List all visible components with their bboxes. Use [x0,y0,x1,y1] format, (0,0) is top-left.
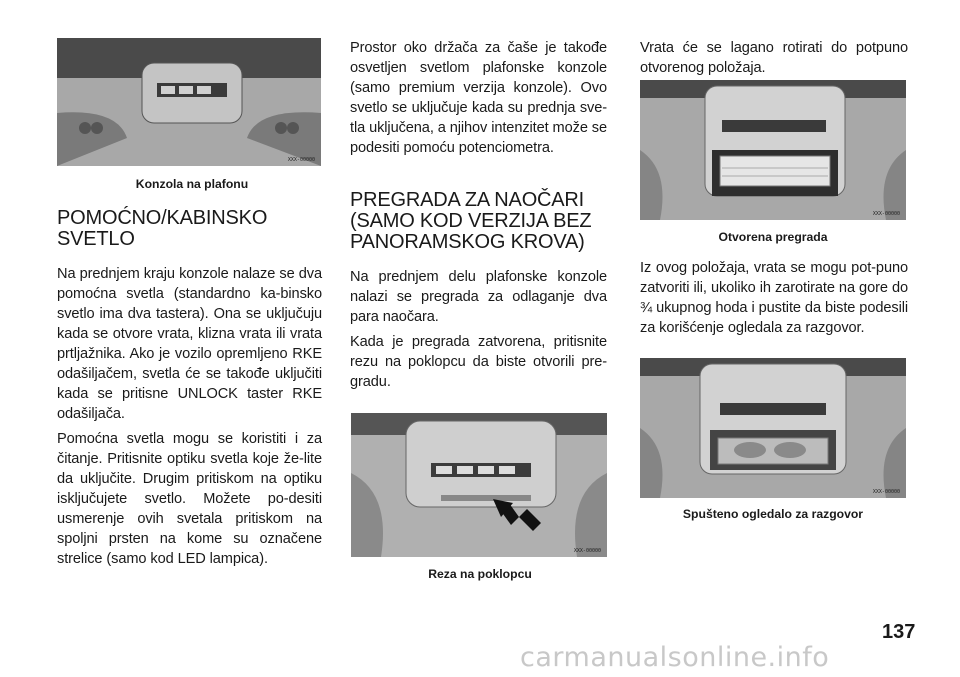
cover-slot-caption: Reza na poklopcu [428,567,532,581]
mirror-photo [640,358,906,498]
watermark: carmanualsonline.info [520,642,830,673]
page-number: 137 [882,621,916,643]
console-illustration [57,38,321,166]
cupholder-paragraph: Prostor oko držača za čaše je takođe osvetljen svetlom plafonske konzole (samo premium verzija konzole). Ovo svetlo se uključuje kada su prednja sve-tla uključena, a njihov intenzitet može se podesiti pomoću potenciometra. [350,40,608,156]
cover-slot-illustration [351,413,607,557]
mirror-illustration [640,358,906,498]
cabin-light-paragraph-2: Pomoćna svetla mogu se koristiti i za čitanje. Pritisnite optiku svetla koje že-lite da uključite. Drugim pritiskom na optiku isključujete svetlo. Možete po-desiti usmerenje ovih svetala pritiskom na spoljni prsten na kome su označene strelice (samo kod LED lampica). [57,431,322,567]
section-heading-glasses-compartment: PREGRADA ZA NAOČARI (SAMO KOD VERZIJA BEZ PANORAMSKOG KROVA) [350,189,592,253]
open-compartment-illustration [640,80,906,220]
mirror-caption: Spušteno ogledalo za razgovor [682,507,864,521]
figure-code: XXX-00000 [287,157,315,163]
figure-code: XXX-00000 [872,211,900,217]
glasses-paragraph-2: Kada je pregrada zatvorena, pritisnite rezu na poklopcu da biste otvorili pre-gradu. [350,334,607,390]
glasses-paragraph-1: Na prednjem delu plafonske konzole nalazi se pregrada za odlaganje dva para naočara. [350,269,607,325]
open-compartment-photo [640,80,906,220]
mirror-paragraph: Iz ovog položaja, vrata se mogu pot-puno zatvoriti ili, ukoliko ih zarotirate na gore do ¾ ukupnog hoda i pustite da biste podesili za korišćenje ogledala za razgovor. [640,260,908,336]
door-rotate-paragraph: Vrata će se lagano rotirati do potpuno otvorenog položaja. [640,40,908,76]
cabin-light-paragraph-1: Na prednjem kraju konzole nalaze se dva pomoćna svetla (standardno ka-binsko svetlo ima dva tastera). Ona se uključuju kada se otvore vrata, klizna vrata ili vrata prtljažnika. Ako je vozilo opremljeno RKE odašiljačem, svetla će se takođe uključiti kada se pritisne UNLOCK taster RKE odašiljača. [57,266,322,422]
figure-code: XXX-00000 [872,489,900,495]
figure-code: XXX-00000 [573,548,601,554]
section-heading-cabin-light: POMOĆNO/KABINSKO SVETLO [57,207,268,250]
console-caption: Konzola na plafonu [135,177,249,191]
cover-slot-photo [351,413,607,557]
console-photo [57,38,321,166]
open-compartment-caption: Otvorena pregrada [718,230,828,244]
